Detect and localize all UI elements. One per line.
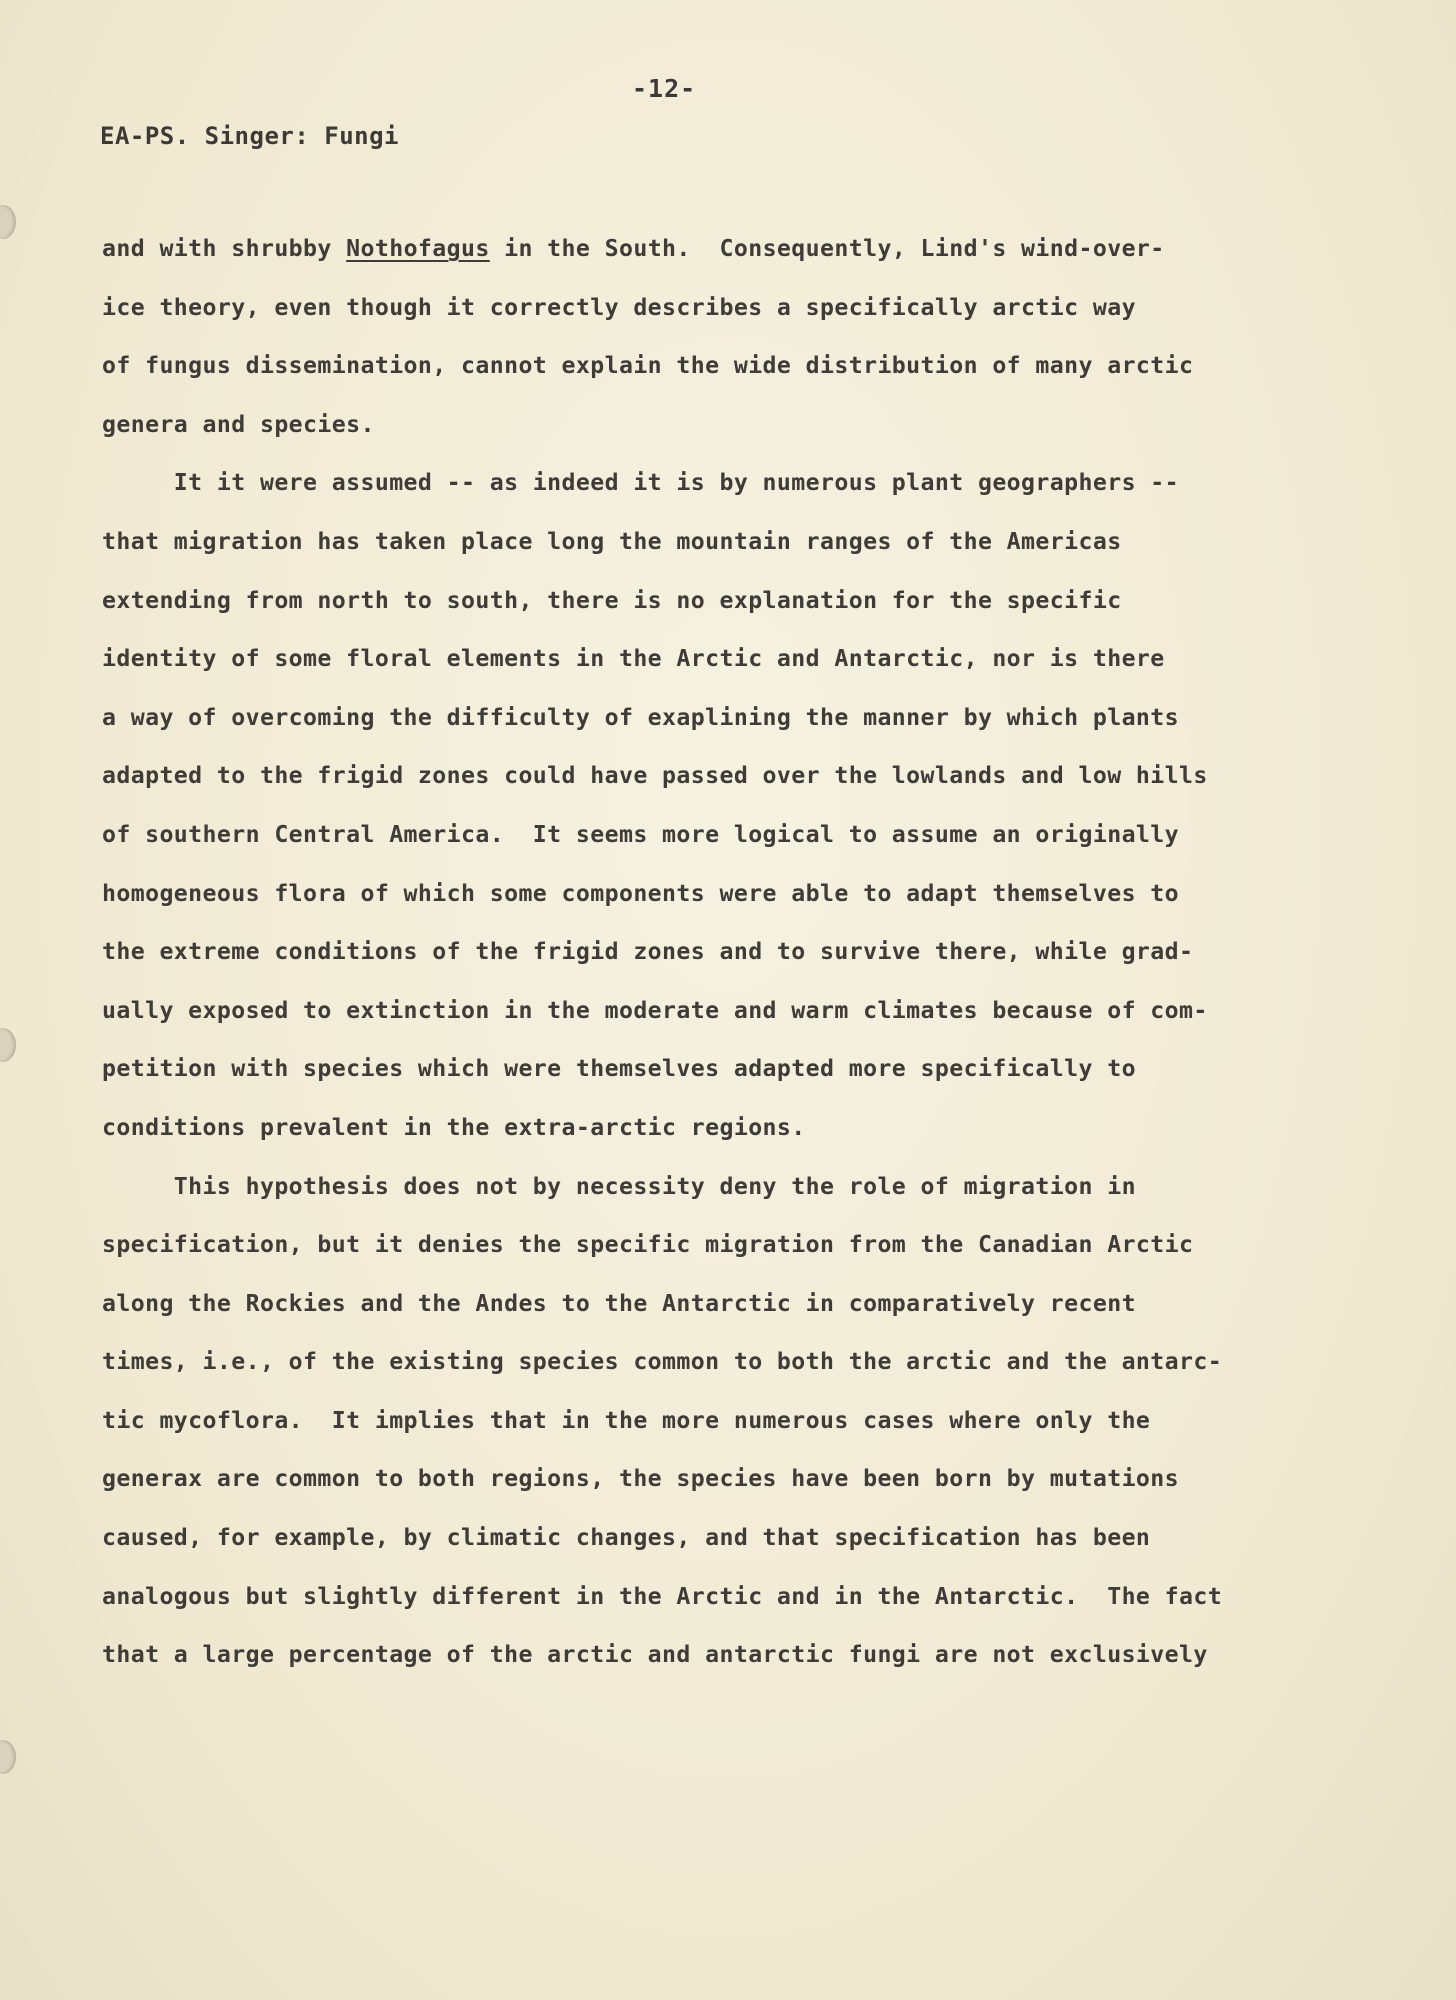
- text-line: [102, 1216, 1292, 1275]
- page-number: -12-: [632, 74, 697, 103]
- line-text: tic mycoflora. It implies that in the more numerous cases where only the: [102, 1406, 1151, 1434]
- line-text: of fungus dissemination, cannot explain the wide distribution of many arctic: [102, 352, 1194, 380]
- text-line: [102, 1099, 1292, 1158]
- line-text: the extreme conditions of the frigid zones and to survive there, while grad-: [102, 938, 1194, 966]
- body-text: [102, 220, 1292, 1685]
- text-line: [102, 1568, 1292, 1627]
- text-line: [102, 279, 1292, 338]
- line-text: This hypothesis does not by necessity deny the role of migration in: [102, 1172, 1136, 1200]
- line-text: along the Rockies and the Andes to the Antarctic in comparatively recent: [102, 1289, 1136, 1317]
- line-text: analogous but slightly different in the Arctic and in the Antarctic. The fact: [102, 1582, 1223, 1610]
- text-line: [102, 1275, 1292, 1334]
- text-line: [102, 747, 1292, 806]
- text-line: [102, 220, 1292, 279]
- line-text: that a large percentage of the arctic and antarctic fungi are not exclusively: [102, 1641, 1208, 1669]
- punch-hole: [0, 1028, 16, 1062]
- text-line: [102, 1450, 1292, 1509]
- underlined-word: Nothofagus: [346, 235, 490, 262]
- line-text: of southern Central America. It seems more logical to assume an originally: [102, 820, 1180, 848]
- line-text: and with shrubby: [102, 235, 347, 262]
- text-line: [102, 1392, 1292, 1451]
- line-text: adapted to the frigid zones could have passed over the lowlands and low hills: [102, 762, 1208, 790]
- text-line: [102, 396, 1292, 455]
- line-text: extending from north to south, there is no explanation for the specific: [102, 586, 1122, 614]
- line-text: ually exposed to extinction in the moderate and warm climates because of com-: [102, 996, 1208, 1024]
- line-text: a way of overcoming the difficulty of exaplining the manner by which plants: [102, 703, 1180, 731]
- line-text: identity of some floral elements in the Arctic and Antarctic, nor is there: [102, 645, 1165, 673]
- text-line: [102, 630, 1292, 689]
- text-line: [102, 923, 1292, 982]
- punch-hole: [0, 1740, 16, 1774]
- line-text: generax are common to both regions, the species have been born by mutations: [102, 1465, 1180, 1493]
- line-text: It it were assumed -- as indeed it is by numerous plant geographers --: [102, 469, 1180, 497]
- text-line: [102, 806, 1292, 865]
- text-line: [102, 1626, 1292, 1685]
- line-text: times, i.e., of the existing species common to both the arctic and the antarc-: [102, 1348, 1223, 1376]
- line-text: specification, but it denies the specific migration from the Canadian Arctic: [102, 1231, 1194, 1259]
- text-line: [102, 1333, 1292, 1392]
- line-text: ice theory, even though it correctly describes a specifically arctic way: [102, 293, 1136, 321]
- text-line: [102, 1040, 1292, 1099]
- text-line: [102, 982, 1292, 1041]
- text-line: [102, 689, 1292, 748]
- text-line: [102, 1158, 1292, 1217]
- punch-hole: [0, 205, 16, 239]
- line-text: caused, for example, by climatic changes, and that specification has been: [102, 1524, 1151, 1552]
- line-text: that migration has taken place long the mountain ranges of the Americas: [102, 527, 1122, 555]
- document-header: EA-PS. Singer: Fungi: [100, 122, 399, 150]
- line-text: genera and species.: [102, 410, 375, 438]
- line-text: petition with species which were themselves adapted more specifically to: [102, 1055, 1136, 1083]
- text-line: [102, 337, 1292, 396]
- text-line: [102, 572, 1292, 631]
- line-text: conditions prevalent in the extra-arctic regions.: [102, 1113, 806, 1141]
- text-line: [102, 454, 1292, 513]
- text-line: [102, 865, 1292, 924]
- line-text: in the South. Consequently, Lind's wind-over-: [489, 235, 1165, 262]
- line-text: homogeneous flora of which some components were able to adapt themselves to: [102, 879, 1180, 907]
- text-line: [102, 513, 1292, 572]
- text-line: [102, 1509, 1292, 1568]
